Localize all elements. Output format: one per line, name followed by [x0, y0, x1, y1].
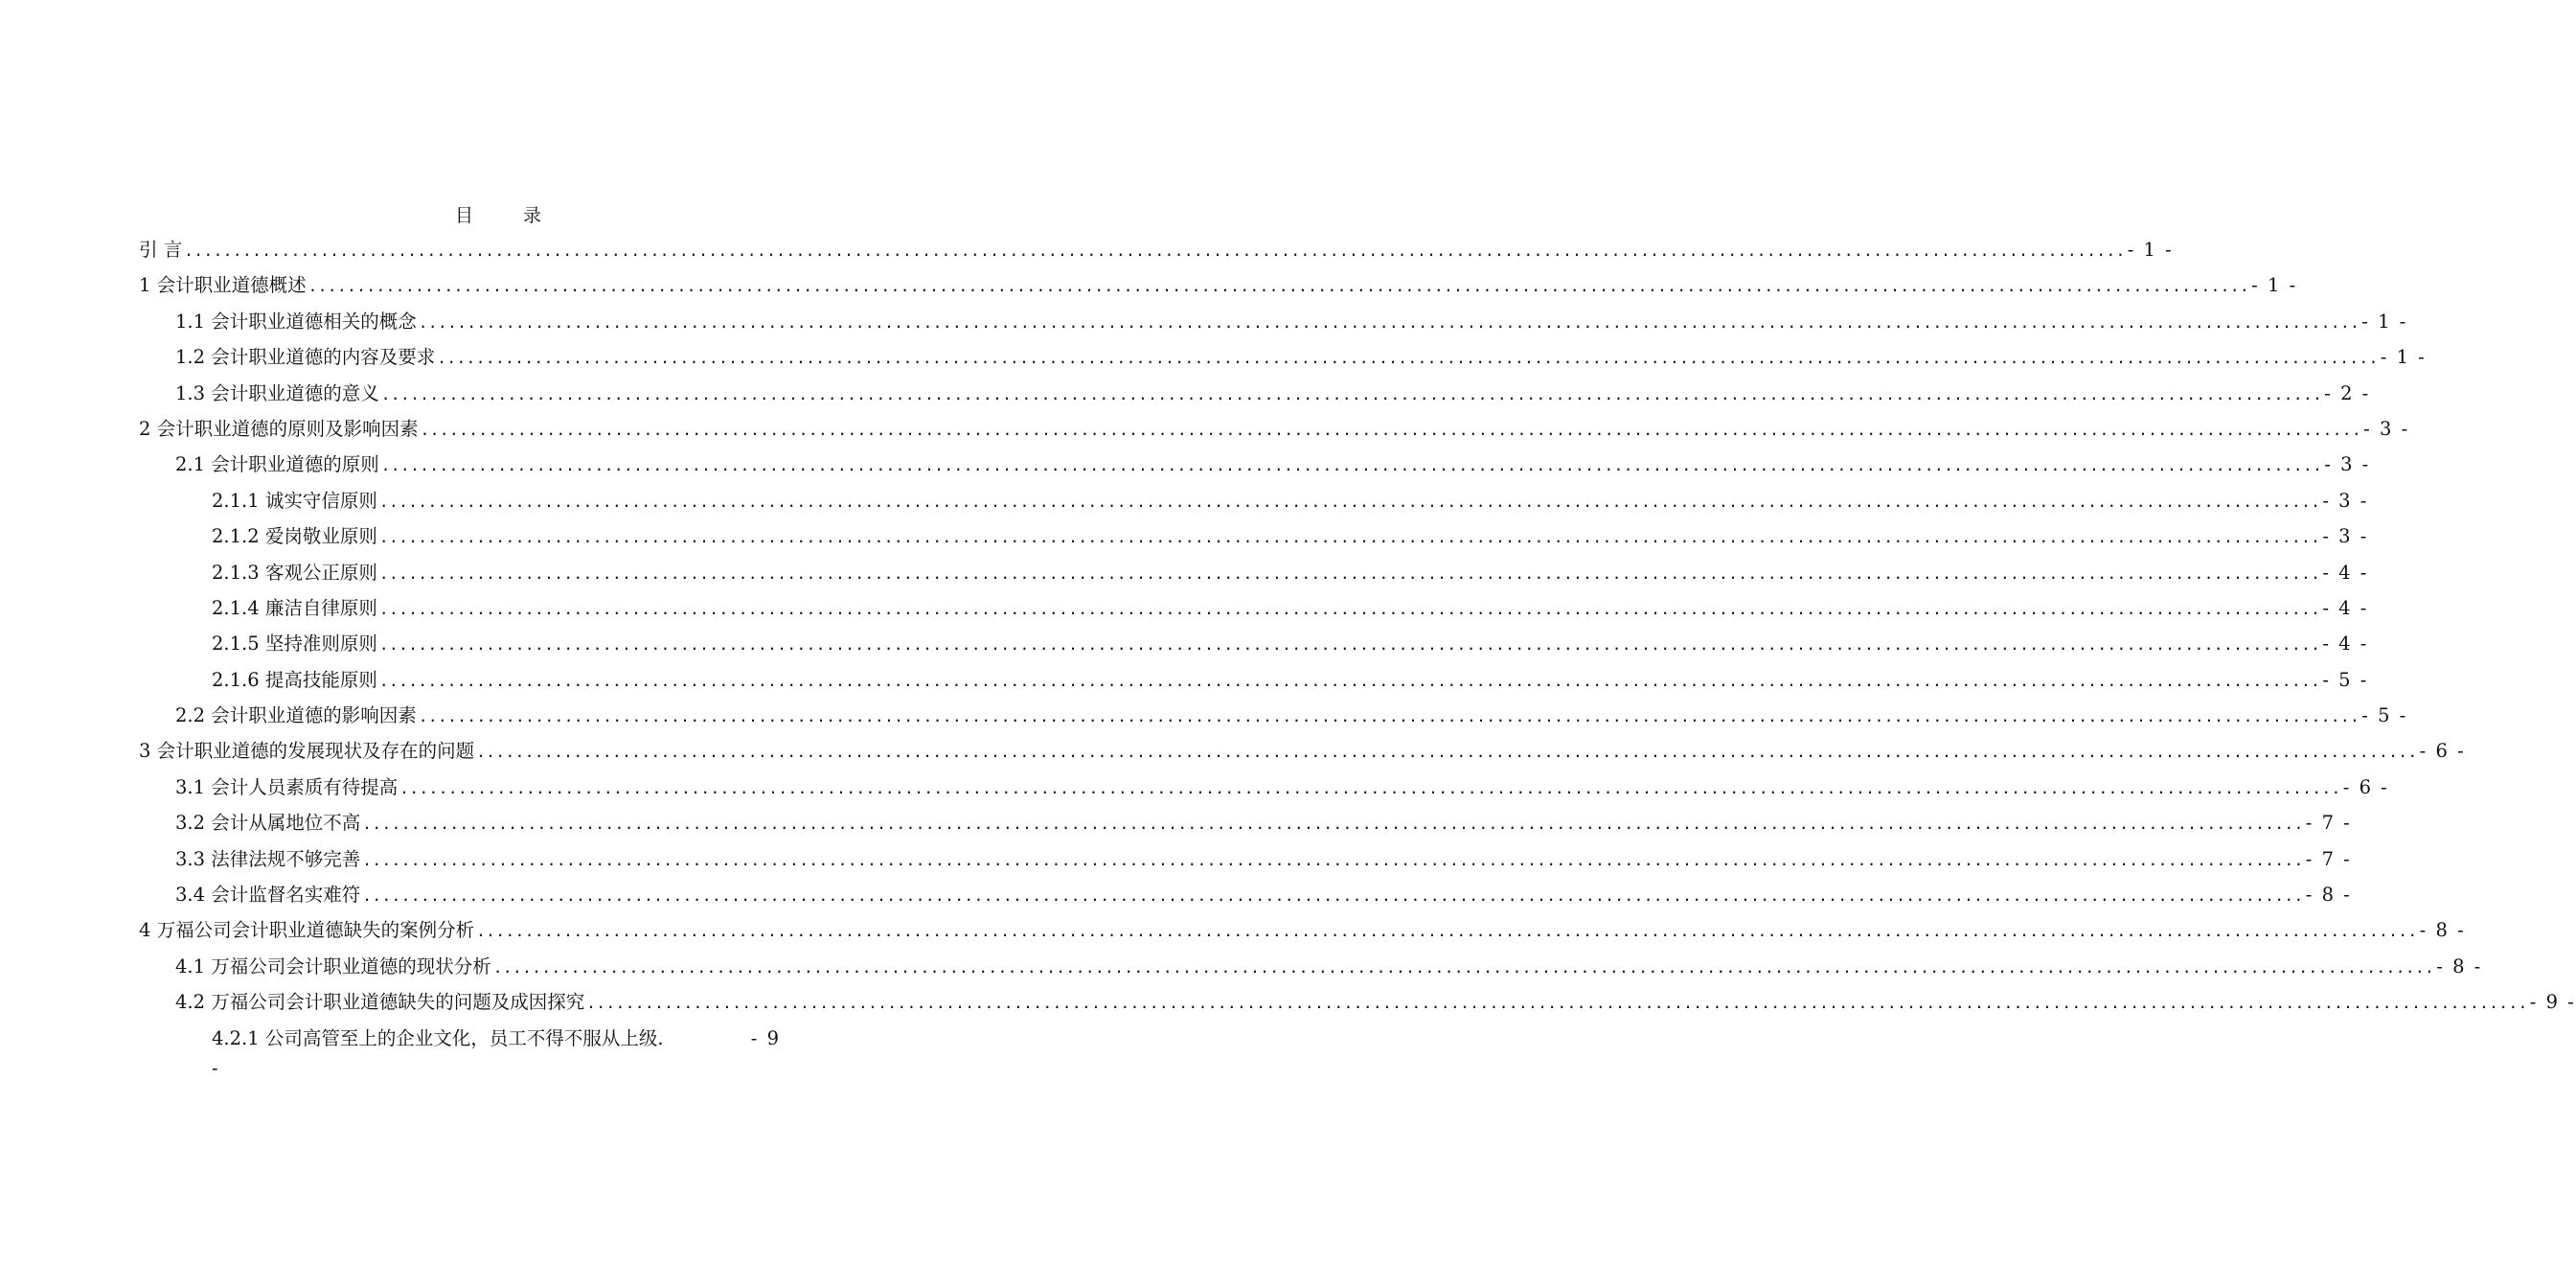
toc-title-left: 目: [454, 205, 473, 226]
toc-entry-label: 2.1.5 坚持准则原则: [212, 632, 377, 656]
toc-entry-page: - 3 -: [2322, 525, 2369, 548]
toc-entry-label: 3 会计职业道德的发展现状及存在的问题: [139, 740, 475, 763]
toc-entry-label: 2.1 会计职业道德的原则: [175, 453, 379, 476]
toc-entry[interactable]: [139, 805, 2352, 840]
toc-entry-page: - 4 -: [2322, 632, 2369, 656]
toc-entry[interactable]: [139, 447, 2371, 482]
toc-entry[interactable]: [139, 411, 2410, 447]
toc-dot-leader: ........................................................................................................................................................................................................: [378, 492, 2321, 511]
toc-entry[interactable]: [139, 912, 2466, 948]
toc-dot-leader: ........................................................................................................................................................................................................: [420, 420, 2362, 439]
toc-dot-leader: ........................................................................................................................................................................................................: [418, 312, 2360, 332]
toc-entry-page: - 9 -: [2529, 991, 2576, 1014]
toc-dot-leader: ........................................................................................................................................................................................................: [378, 564, 2321, 583]
toc-entry-label: 2.1.3 客观公正原则: [212, 561, 377, 584]
toc-entry[interactable]: [139, 626, 2369, 661]
toc-entry-label: 1.3 会计职业道德的意义: [175, 381, 379, 404]
toc-entry-page: - 9: [750, 1026, 781, 1049]
toc-entry-page-tail: -: [212, 1057, 218, 1079]
toc-title-right: 录: [523, 205, 542, 226]
toc-entry-label: 2.1.1 诚实守信原则: [212, 489, 377, 512]
toc-entry-label: 4.2.1 公司高管至上的企业文化，员工不得不服从上级.: [212, 1026, 664, 1049]
toc-entry[interactable]: [139, 949, 2483, 984]
toc-entry-page: - 3 -: [2363, 417, 2410, 440]
toc-entry[interactable]: [139, 590, 2369, 626]
toc-dot-leader: ........................................................................................................................................................................................................: [184, 242, 2126, 260]
toc-entry-label: 3.1 会计人员素质有待提高: [175, 775, 399, 798]
toc-dot-leader: ........................................................................................................................................................................................................: [476, 743, 2418, 762]
toc-entry[interactable]: [139, 662, 2369, 698]
toc-entry-label: 4 万福公司会计职业道德缺失的案例分析: [139, 919, 475, 942]
toc-dot-leader: ........................................................................................................................................................................................................: [362, 886, 2304, 906]
toc-entry[interactable]: [139, 733, 2466, 769]
toc-entry-label: 1.2 会计职业道德的内容及要求: [175, 346, 436, 369]
toc-entry-label: 4.1 万福公司会计职业道德的现状分析: [175, 954, 491, 978]
toc-dot-leader: ........................................................................................................................................................................................................: [399, 778, 2341, 797]
toc-entry[interactable]: [139, 267, 2298, 303]
toc-entry[interactable]: [139, 232, 2174, 267]
toc-dot-leader: ........................................................................................................................................................................................................: [380, 384, 2323, 403]
toc-entry-4-2-1[interactable]: [139, 1021, 781, 1085]
toc-dot-leader: ........................................................................................................................................................................................................: [378, 528, 2321, 547]
toc-dot-leader: ........................................................................................................................................................................................................: [476, 922, 2418, 941]
toc-entry-label: 2.1.2 爱岗敬业原则: [212, 525, 377, 548]
toc-entry[interactable]: [139, 555, 2369, 590]
toc-entry-label: 1 会计职业道德概述: [139, 274, 307, 297]
toc-entry-page: - 7 -: [2305, 812, 2352, 835]
toc-dot-leader: ........................................................................................................................................................................................................: [437, 349, 2379, 368]
toc-entry-page: - 5 -: [2361, 704, 2408, 727]
toc-entry-label: 4.2 万福公司会计职业道德缺失的问题及成因探究: [175, 991, 585, 1014]
toc-entry[interactable]: [139, 698, 2408, 733]
toc-entry[interactable]: [139, 877, 2352, 912]
toc-entry-page: - 1 -: [2361, 310, 2408, 333]
toc-entry-label: 引 言: [139, 239, 183, 261]
toc-entry-label: 1.1 会计职业道德相关的概念: [175, 310, 417, 333]
toc-entry[interactable]: [139, 841, 2352, 877]
toc-entry-label: 2 会计职业道德的原则及影响因素: [139, 417, 419, 440]
toc-entry[interactable]: [139, 339, 2427, 375]
toc-entry-page: - 4 -: [2322, 596, 2369, 619]
toc-entry-page: - 8 -: [2436, 954, 2483, 978]
toc-entry-label: 3.3 法律法规不够完善: [175, 847, 361, 870]
toc-entry[interactable]: [139, 483, 2369, 518]
toc-entry-page: - 6 -: [2342, 775, 2389, 798]
toc-entry-label: 2.1.6 提高技能原则: [212, 668, 377, 691]
toc-entry-page: - 1 -: [2380, 346, 2427, 369]
toc-entry-label: 3.2 会计从属地位不高: [175, 812, 361, 835]
toc-entry[interactable]: [139, 518, 2369, 554]
toc-dot-leader: ........................................................................................................................................................................................................: [378, 671, 2321, 690]
toc-entry-page: - 6 -: [2419, 740, 2466, 763]
toc-dot-leader: ........................................................................................................................................................................................................: [586, 994, 2528, 1013]
toc-dot-leader: ........................................................................................................................................................................................................: [492, 957, 2435, 977]
toc-entry-page: - 8 -: [2305, 884, 2352, 907]
toc-dot-leader: ........................................................................................................................................................................................................: [362, 815, 2304, 834]
toc-dot-leader: ........................................................................................................................................................................................................: [362, 850, 2304, 869]
toc-entry-page: - 2 -: [2324, 381, 2371, 404]
toc-entry-label: 3.4 会计监督名实难符: [175, 884, 361, 907]
toc-entry-page: - 1 -: [2127, 239, 2174, 261]
toc-entry[interactable]: [139, 304, 2408, 339]
toc-title: [0, 201, 996, 227]
toc-entry-label: 2.2 会计职业道德的影响因素: [175, 704, 417, 727]
toc-entry-label: 2.1.4 廉洁自律原则: [212, 596, 377, 619]
toc-entry[interactable]: [139, 770, 2389, 805]
toc-dot-leader: ........................................................................................................................................................................................................: [418, 707, 2360, 726]
toc-entry-page: - 4 -: [2322, 561, 2369, 584]
toc-entry-page: - 3 -: [2324, 453, 2371, 476]
toc-entry-page: - 1 -: [2251, 274, 2298, 297]
toc-entry-page: - 7 -: [2305, 847, 2352, 870]
toc-dot-leader: ........................................................................................................................................................................................................: [378, 635, 2321, 655]
toc-entry-page: - 3 -: [2322, 489, 2369, 512]
toc-entry[interactable]: [139, 376, 2371, 411]
toc-entry-page: - 5 -: [2322, 668, 2369, 691]
toc-entry[interactable]: [139, 984, 2576, 1020]
toc-dot-leader: ........................................................................................................................................................................................................: [308, 277, 2250, 296]
toc-dot-leader: ........................................................................................................................................................................................................: [378, 599, 2321, 618]
table-of-contents: [139, 232, 2576, 1085]
toc-dot-leader: ........................................................................................................................................................................................................: [380, 456, 2323, 475]
toc-entry-page: - 8 -: [2419, 919, 2466, 942]
